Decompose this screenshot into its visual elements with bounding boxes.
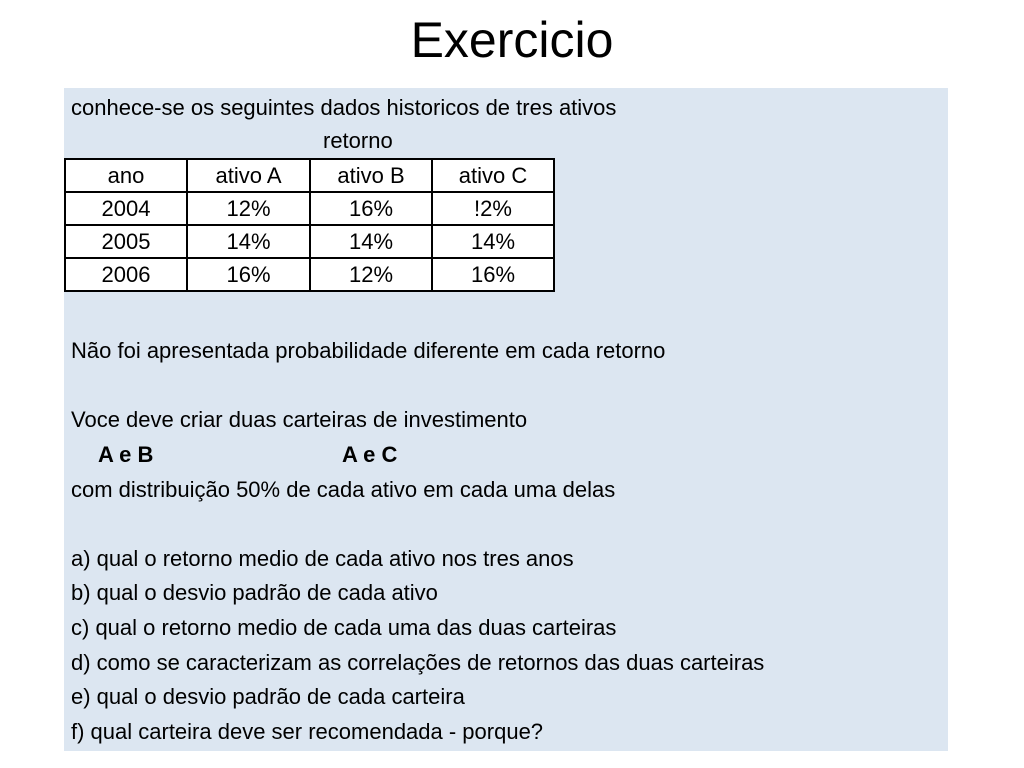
table-cell: 2005: [65, 225, 187, 258]
table-cell: 2004: [65, 192, 187, 225]
distribution-text: com distribuição 50% de cada ativo em cada uma delas: [71, 477, 616, 502]
table-cell: 12%: [310, 258, 432, 291]
table-header-cell: ativo C: [432, 159, 554, 192]
probability-note: Não foi apresentada probabilidade diferente em cada retorno: [71, 338, 666, 363]
question-b: b) qual o desvio padrão de cada ativo: [71, 580, 438, 605]
table-cell: 14%: [187, 225, 310, 258]
intro-text: conhece-se os seguintes dados historicos de tres ativos: [71, 95, 617, 120]
table-header-cell: ativo B: [310, 159, 432, 192]
table-cell: 14%: [310, 225, 432, 258]
table-cell: 2006: [65, 258, 187, 291]
table-row: [65, 192, 554, 225]
table-row: [65, 225, 554, 258]
table-cell: 16%: [187, 258, 310, 291]
table-cell: !2%: [432, 192, 554, 225]
portfolio-label-ab: A e B: [98, 442, 154, 467]
instruction-text: Voce deve criar duas carteiras de investimento: [71, 407, 528, 432]
table-caption: retorno: [323, 128, 393, 153]
table-header-cell: ativo A: [187, 159, 310, 192]
question-e: e) qual o desvio padrão de cada carteira: [71, 684, 465, 709]
question-f: f) qual carteira deve ser recomendada - porque?: [71, 719, 544, 744]
returns-table: [64, 158, 555, 292]
exercise-panel: [64, 88, 948, 751]
slide-title: Exercicio: [410, 12, 614, 68]
table-cell: 16%: [432, 258, 554, 291]
table-cell: 16%: [310, 192, 432, 225]
table-row: [65, 258, 554, 291]
table-header-row: [65, 159, 554, 192]
table-cell: 14%: [432, 225, 554, 258]
table-cell: 12%: [187, 192, 310, 225]
question-c: c) qual o retorno medio de cada uma das duas carteiras: [71, 615, 617, 640]
portfolio-label-ac: A e C: [342, 442, 398, 467]
question-d: d) como se caracterizam as correlações de retornos das duas carteiras: [71, 650, 765, 675]
table-header-cell: ano: [65, 159, 187, 192]
question-a: a) qual o retorno medio de cada ativo nos tres anos: [71, 546, 574, 571]
